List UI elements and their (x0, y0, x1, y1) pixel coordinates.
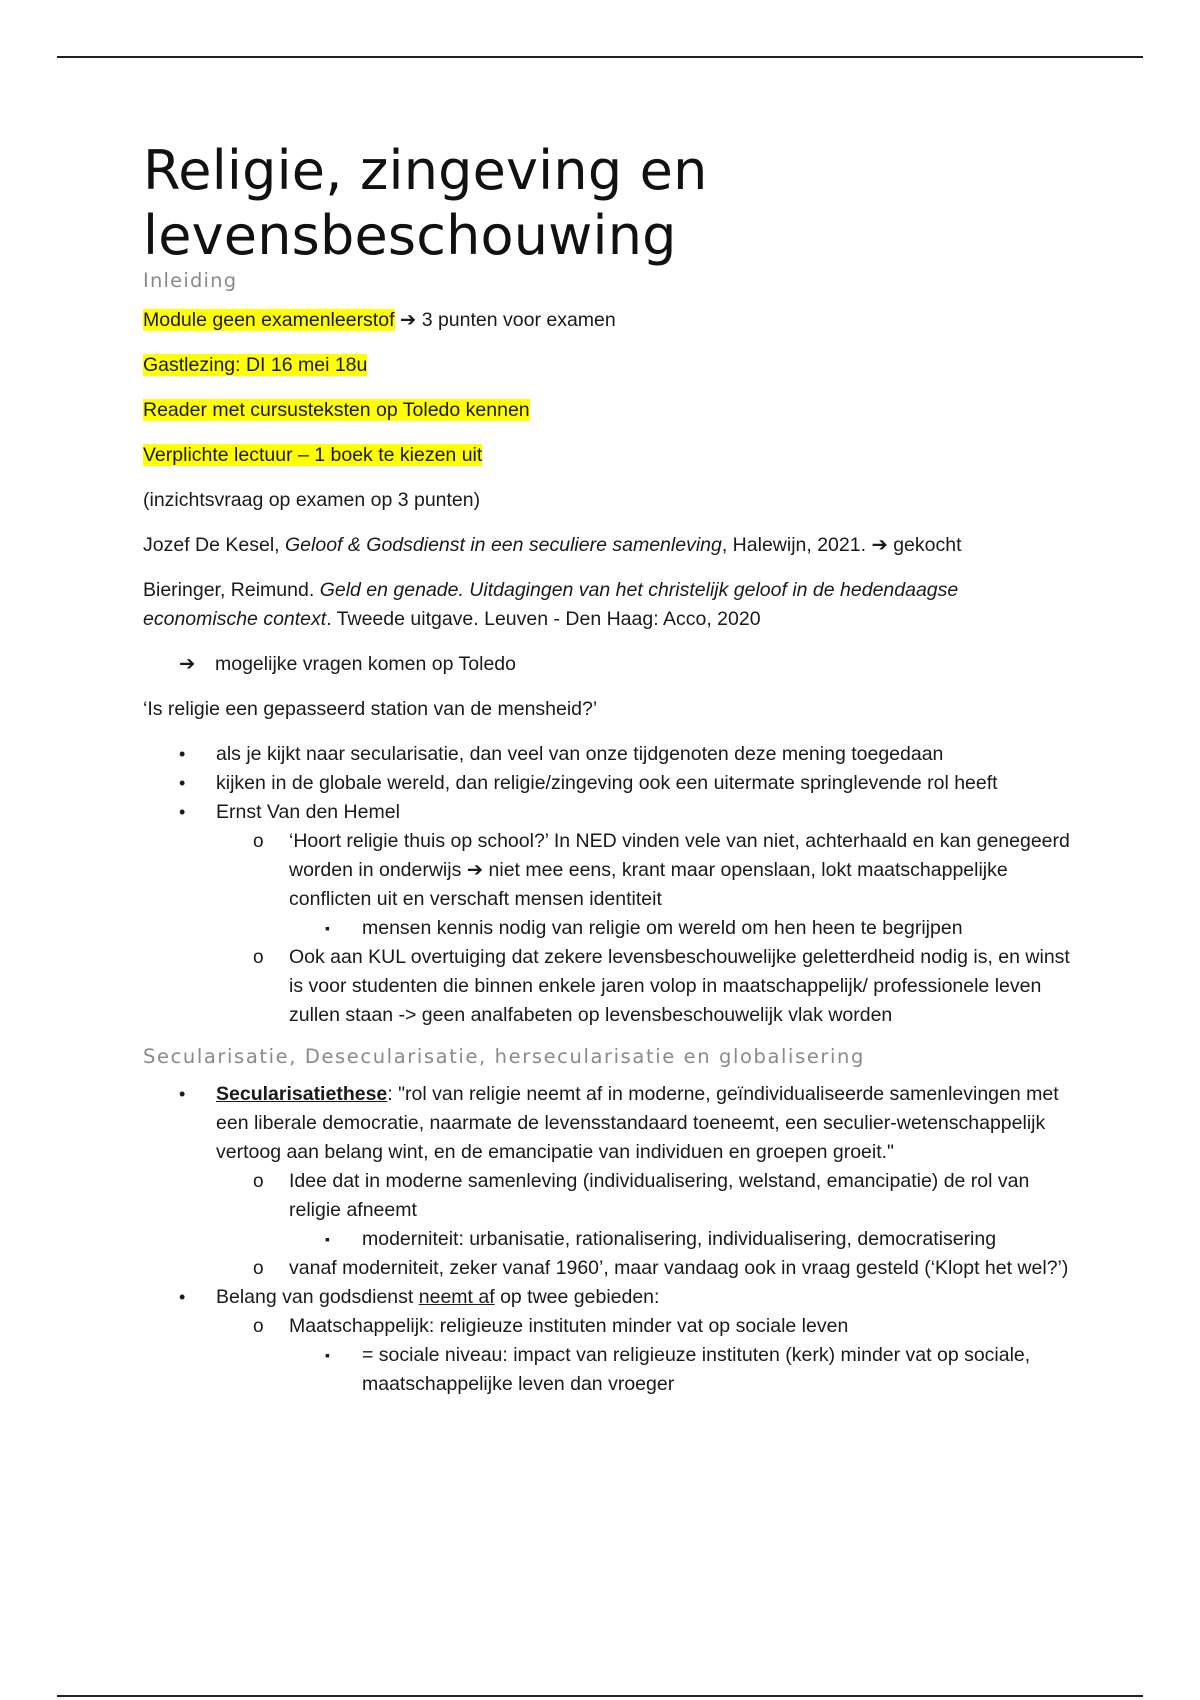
list-item (143, 1283, 1078, 1399)
sub-list (216, 1312, 1078, 1399)
circle-marker: o (253, 1316, 264, 1337)
bullet-marker: • (179, 773, 186, 793)
book-reference-2 (143, 576, 1078, 634)
guest-lecture-note (143, 351, 1078, 380)
highlight-reader: Reader met cursusteksten op Toledo kennen (143, 399, 530, 421)
list-item-text: = sociale niveau: impact van religieuze instituten (kerk) minder vat op sociale, maatschappelijke leven dan vroeger (362, 1344, 1031, 1395)
square-marker: ▪ (325, 1347, 330, 1363)
highlight-module: Module geen examenleerstof (143, 309, 395, 331)
list-item (216, 1312, 1078, 1399)
list-item (143, 740, 1078, 769)
list-item-text: Ook aan KUL overtuiging dat zekere levensbeschouwelijke geletterdheid nodig is, en winst is voor studenten die binnen enkele jaren volop in maatschappelijk/ professionele leven zullen staan -> geen analfabeten op levensbeschouwelijk vlak worden (289, 946, 1070, 1026)
questions-note (143, 650, 1078, 679)
circle-marker: o (253, 947, 264, 968)
arrow-icon: ➔ (399, 309, 417, 331)
bullet-marker: • (179, 1287, 186, 1307)
circle-marker: o (253, 831, 264, 852)
book2-title: Geld en genade. Uitdagingen van het christelijk geloof in de hedendaagse economische context (143, 579, 959, 630)
list-item-text: : "rol van religie neemt af in moderne, geïndividualiseerde samenlevingen met een liberale democratie, naarmate de levensstandaard toeneemt, een seculier-wetenschappelijk vertoog aan belang wint, en de emancipatie van individuen en groepen groeit." (216, 1083, 1059, 1163)
circle-marker: o (253, 1171, 264, 1192)
list-item-text: moderniteit: urbanisatie, rationalisering, individualisering, democratisering (362, 1228, 997, 1250)
sub-list (216, 827, 1078, 1030)
bullet-marker: • (179, 744, 186, 764)
bullet-list-secularisation (143, 1080, 1078, 1399)
module-note (143, 306, 1078, 335)
highlight-guest-lecture: Gastlezing: DI 16 mei 18u (143, 354, 368, 376)
page-title: Religie, zingeving en levensbeschouwing (143, 139, 708, 267)
document-page (143, 138, 1078, 1413)
list-item (289, 1225, 1078, 1254)
book1-title: Geloof & Godsdienst in een seculiere samenleving (285, 534, 722, 556)
section-heading: Secularisatie, Desecularisatie, hersecularisatie en globalisering (143, 1045, 865, 1068)
list-item (216, 943, 1078, 1030)
list-item-text: op twee gebieden: (500, 1286, 660, 1308)
subtitle-heading: Inleiding (143, 269, 238, 292)
sub-sub-list (289, 1225, 1078, 1254)
questions-note-text: mogelijke vragen komen op Toledo (215, 653, 516, 675)
book-reference-1 (143, 531, 1078, 560)
book1-note: gekocht (893, 534, 962, 556)
list-item (216, 827, 1078, 943)
list-item (289, 1341, 1078, 1399)
list-item-text: ‘Hoort religie thuis op school?’ In NED vinden vele van niet, achterhaald en kan genegeerd worden in onderwijs (289, 830, 1070, 881)
underlined-text: neemt af (418, 1286, 495, 1308)
circle-marker: o (253, 1258, 264, 1279)
sub-list (216, 1167, 1078, 1283)
term-secularisatiethese: Secularisatiethese (216, 1083, 388, 1105)
list-item-text: vanaf moderniteit, zeker vanaf 1960’, maar vandaag ook in vraag gesteld (‘Klopt het wel?’) (289, 1257, 1069, 1279)
central-question: ‘Is religie een gepasseerd station van de mensheid?’ (143, 698, 598, 720)
bullet-list-intro (143, 740, 1078, 1030)
arrow-icon: ➔ (871, 534, 888, 556)
book2-rest: . Tweede uitgave. Leuven - Den Haag: Acco, 2020 (326, 608, 761, 630)
book1-rest: , Halewijn, 2021. (721, 534, 867, 556)
header-rule (57, 56, 1143, 58)
sub-sub-list (289, 1341, 1078, 1399)
arrow-icon: ➔ (466, 859, 484, 881)
module-suffix: 3 punten voor examen (421, 309, 616, 331)
list-item (143, 769, 1078, 798)
book2-author: Bieringer, Reimund. (143, 579, 315, 601)
square-marker: ▪ (325, 920, 330, 936)
insight-note: (inzichtsvraag op examen op 3 punten) (143, 489, 481, 511)
book1-author: Jozef De Kesel, (143, 534, 280, 556)
list-item (289, 914, 1078, 943)
bullet-marker: • (179, 1084, 186, 1104)
list-item-text: kijken in de globale wereld, dan religie/zingeving ook een uitermate springlevende rol heeft (216, 772, 998, 794)
square-marker: ▪ (325, 1231, 330, 1247)
highlight-reading: Verplichte lectuur – 1 boek te kiezen uit (143, 444, 483, 466)
footer-rule (57, 1695, 1143, 1697)
list-item-text: mensen kennis nodig van religie om wereld om hen heen te begrijpen (362, 917, 963, 939)
arrow-icon: ➔ (179, 653, 196, 675)
list-item-text: Maatschappelijk: religieuze instituten minder vat op sociale leven (289, 1315, 849, 1337)
list-item-text: Idee dat in moderne samenleving (individualisering, welstand, emancipatie) de rol van religie afneemt (289, 1170, 1030, 1221)
list-item-text: niet mee eens, krant maar openslaan, lokt maatschappelijke conflicten uit en verschaft mensen identiteit (289, 859, 1008, 910)
reading-note (143, 441, 1078, 470)
list-item-text: Ernst Van den Hemel (216, 801, 400, 823)
reader-note (143, 396, 1078, 425)
list-item (143, 798, 1078, 1030)
list-item (216, 1254, 1078, 1283)
sub-sub-list (289, 914, 1078, 943)
bullet-marker: • (179, 802, 186, 822)
list-item-text: als je kijkt naar secularisatie, dan veel van onze tijdgenoten deze mening toegedaan (216, 743, 944, 765)
list-item (143, 1080, 1078, 1283)
list-item-text: Belang van godsdienst (216, 1286, 414, 1308)
list-item (216, 1167, 1078, 1254)
